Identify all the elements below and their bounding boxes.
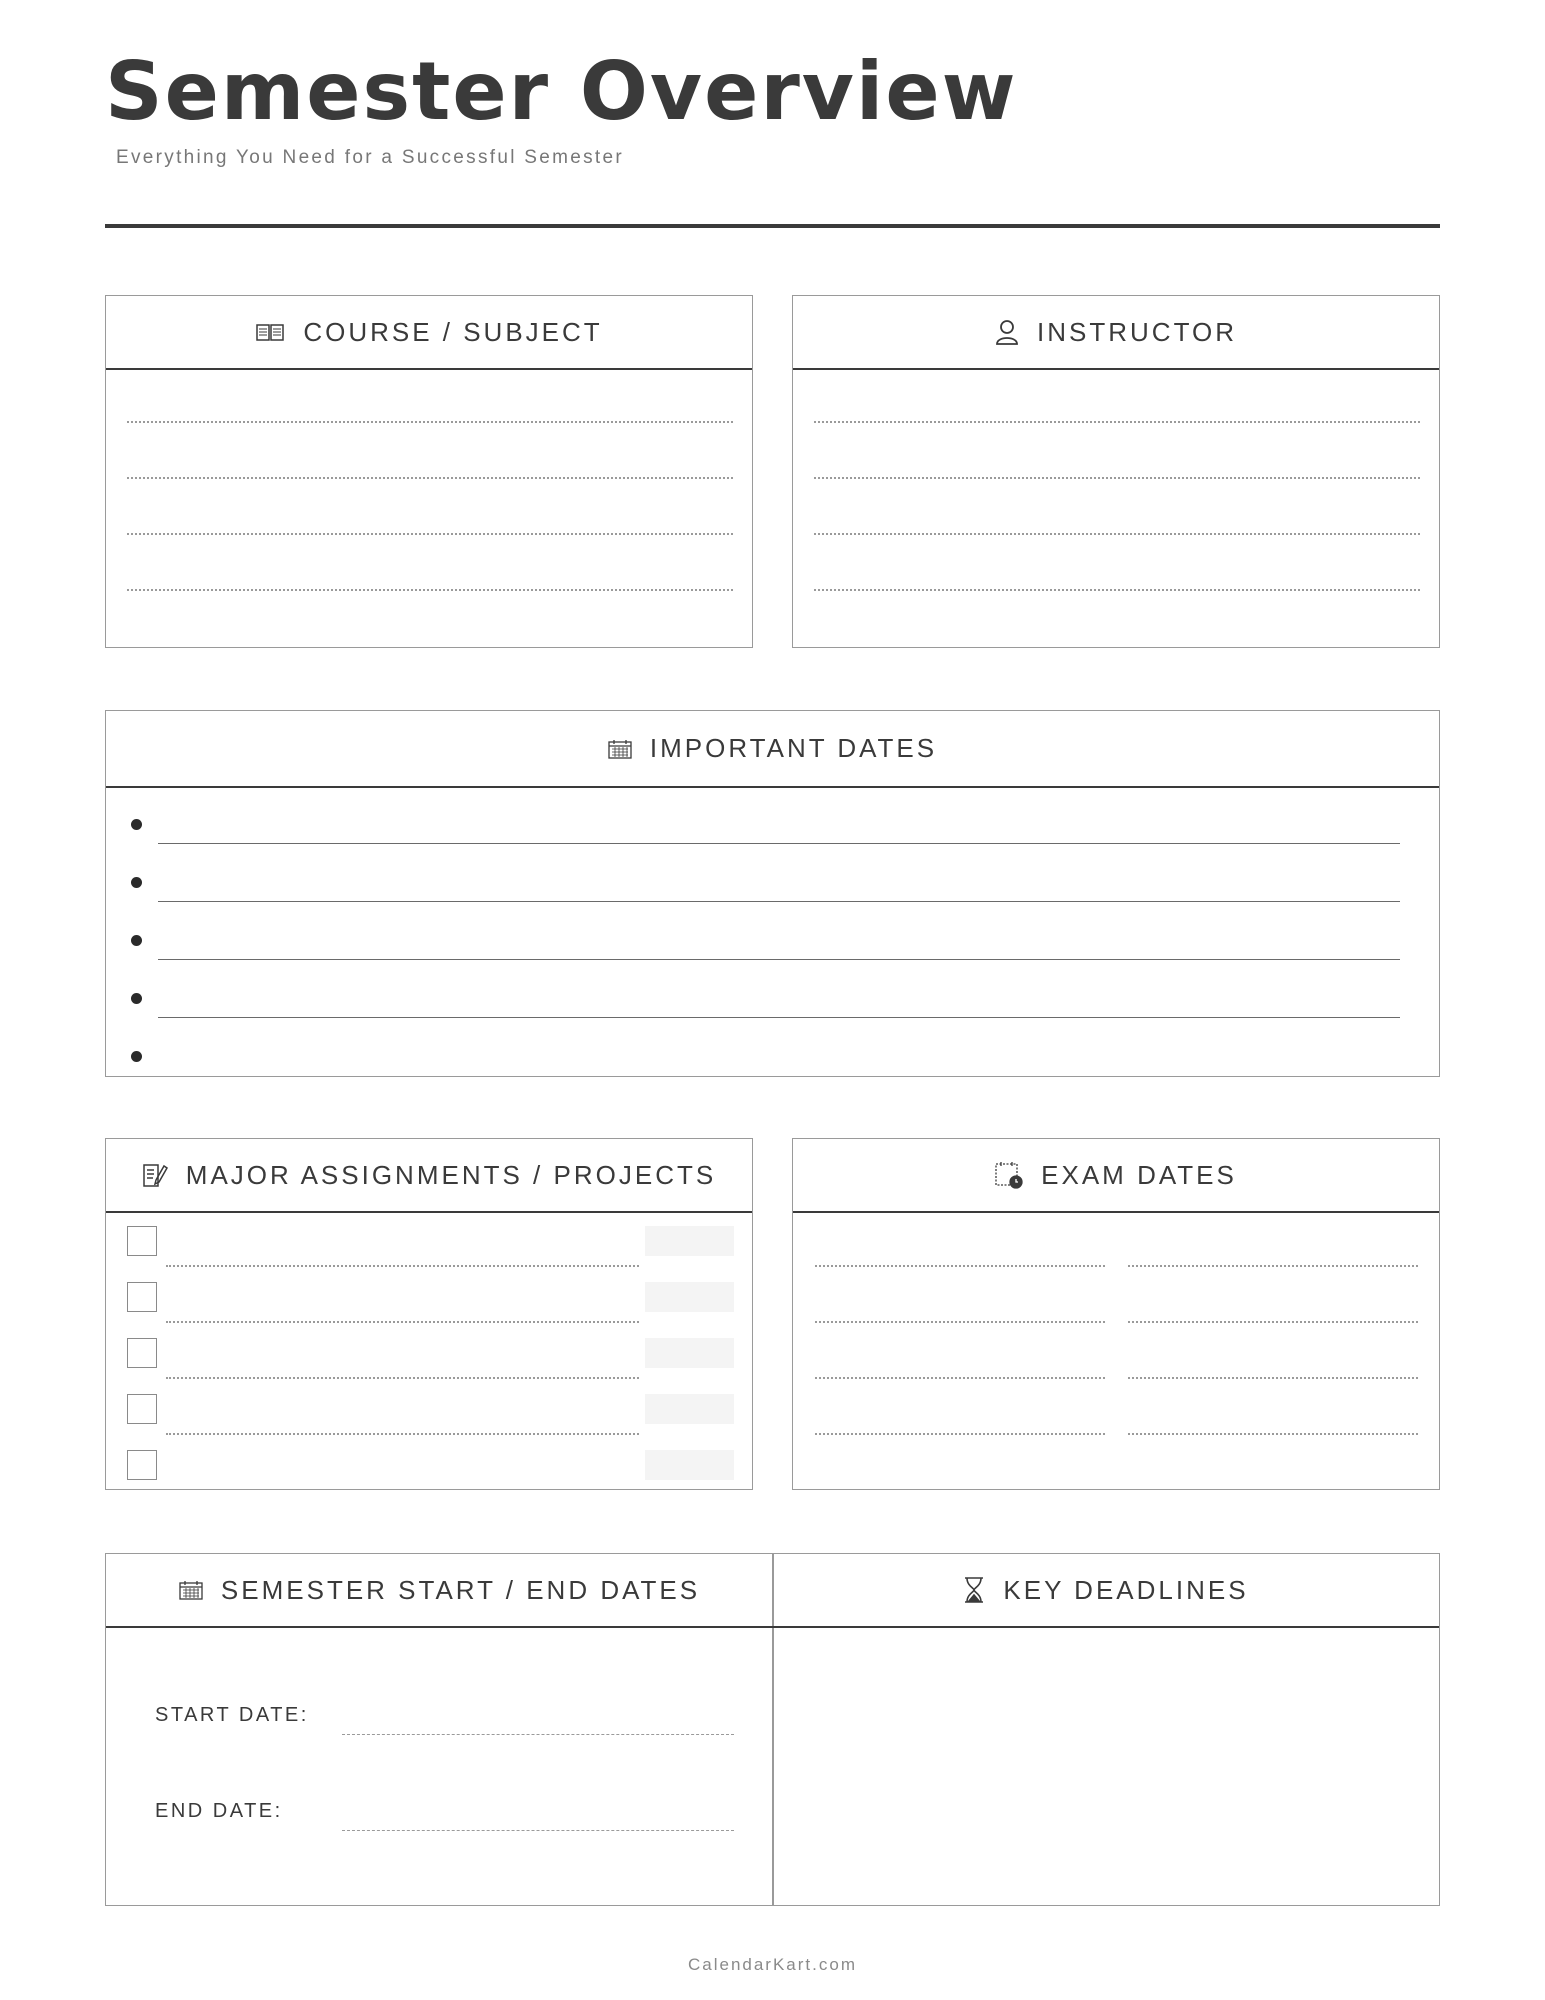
instructor-line[interactable] (814, 533, 1420, 535)
page-subtitle: Everything You Need for a Successful Semester (116, 147, 625, 168)
list-bullet (131, 819, 142, 830)
calendar-icon (179, 1580, 203, 1600)
person-icon (995, 319, 1019, 345)
important-dates-header (106, 711, 1439, 788)
course-line[interactable] (127, 421, 733, 423)
exam-date-line[interactable] (1128, 1377, 1418, 1379)
instructor-line[interactable] (814, 477, 1420, 479)
important-date-line[interactable] (158, 843, 1400, 844)
end-date-label: END DATE: (155, 1800, 283, 1822)
exam-name-line[interactable] (815, 1321, 1105, 1323)
assignment-date-cell[interactable] (645, 1450, 734, 1480)
assignment-checkbox[interactable] (127, 1282, 157, 1312)
end-date-field[interactable] (342, 1830, 734, 1831)
note-pencil-icon (142, 1162, 168, 1188)
key-deadlines-area[interactable] (774, 1628, 1439, 1905)
assignment-date-cell[interactable] (645, 1226, 734, 1256)
assignment-date-cell[interactable] (645, 1282, 734, 1312)
key-deadlines-header (773, 1554, 1439, 1628)
exam-date-line[interactable] (1128, 1321, 1418, 1323)
assignment-checkbox[interactable] (127, 1226, 157, 1256)
course-subject-panel (105, 295, 753, 648)
exam-dates-header (793, 1139, 1439, 1213)
assignment-line[interactable] (166, 1377, 639, 1379)
hourglass-icon (963, 1576, 985, 1604)
assignments-panel (105, 1138, 753, 1490)
important-date-line[interactable] (158, 901, 1400, 902)
assignments-header (106, 1139, 752, 1213)
instructor-header (793, 296, 1439, 370)
header-divider (105, 224, 1440, 228)
assignment-line[interactable] (166, 1265, 639, 1267)
page-title: Semester Overview (105, 45, 1018, 138)
start-date-label: START DATE: (155, 1704, 309, 1726)
open-book-icon (255, 322, 285, 342)
instructor-panel (792, 295, 1440, 648)
calendar-icon (608, 739, 632, 759)
course-subject-title: COURSE / SUBJECT (303, 316, 603, 347)
exam-date-line[interactable] (1128, 1433, 1418, 1435)
important-dates-title: IMPORTANT DATES (649, 733, 938, 763)
instructor-line[interactable] (814, 421, 1420, 423)
list-bullet (131, 1051, 142, 1062)
semester-dates-title: SEMESTER START / END DATES (220, 1574, 701, 1605)
assignment-checkbox[interactable] (127, 1450, 157, 1480)
important-date-line[interactable] (158, 959, 1400, 960)
key-deadlines-title: KEY DEADLINES (1003, 1574, 1249, 1605)
assignment-line[interactable] (166, 1321, 639, 1323)
list-bullet (131, 935, 142, 946)
exam-date-line[interactable] (1128, 1265, 1418, 1267)
assignments-title: MAJOR ASSIGNMENTS / PROJECTS (185, 1159, 717, 1190)
assignment-checkbox[interactable] (127, 1394, 157, 1424)
semester-dates-header (106, 1554, 773, 1628)
exam-name-line[interactable] (815, 1377, 1105, 1379)
list-bullet (131, 993, 142, 1004)
exam-name-line[interactable] (815, 1265, 1105, 1267)
course-line[interactable] (127, 589, 733, 591)
course-subject-header (106, 296, 752, 370)
important-dates-panel (105, 710, 1440, 1077)
semester-dates-panel (105, 1553, 1440, 1906)
exam-dates-panel (792, 1138, 1440, 1490)
exam-dates-title: EXAM DATES (1041, 1159, 1237, 1190)
course-line[interactable] (127, 477, 733, 479)
exam-name-line[interactable] (815, 1433, 1105, 1435)
course-line[interactable] (127, 533, 733, 535)
instructor-title: INSTRUCTOR (1037, 316, 1237, 347)
important-date-line[interactable] (158, 1017, 1400, 1018)
list-bullet (131, 877, 142, 888)
assignment-date-cell[interactable] (645, 1338, 734, 1368)
start-date-field[interactable] (342, 1734, 734, 1735)
assignment-date-cell[interactable] (645, 1394, 734, 1424)
footer-brand: CalendarKart.com (687, 1955, 857, 1974)
instructor-line[interactable] (814, 589, 1420, 591)
assignment-line[interactable] (166, 1433, 639, 1435)
assignment-checkbox[interactable] (127, 1338, 157, 1368)
calendar-clock-icon (995, 1161, 1023, 1189)
